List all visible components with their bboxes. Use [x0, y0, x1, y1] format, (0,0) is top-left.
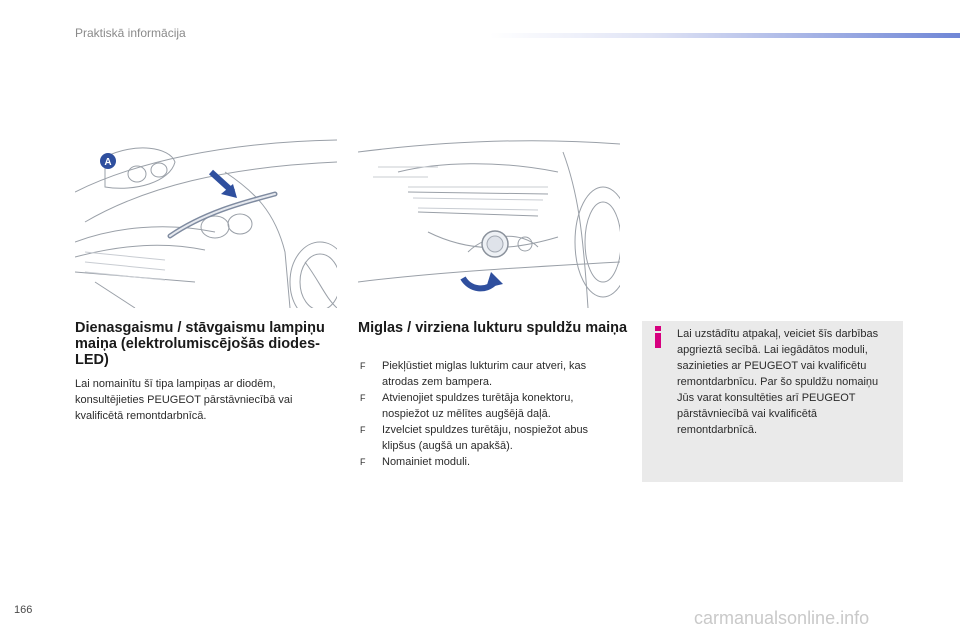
list-item [358, 390, 618, 422]
step-text: Atvienojiet spuldzes turētāja konektoru, nospiežot uz mēlītes augšējā daļā. [382, 392, 574, 420]
watermark: carmanualsonline.info [694, 608, 870, 628]
foglamp-steps-list [358, 358, 618, 470]
page-number: 166 [14, 604, 33, 616]
foglamp-heading: Miglas / virziena lukturu spuldžu maiņa [358, 320, 628, 336]
list-item [358, 358, 618, 390]
info-text: Lai uzstādītu atpakaļ, veiciet šīs darbības apgrieztā secībā. Lai iegādātos moduli, sazinieties ar PEUGEOT vai kvalificētu remontdarbnīcu. Par šo spuldžu nomaiņu Jūs varat konsultēties arī PEUGEOT pārstāvniecībā vai kvalificētā remontdarbnīcā. [677, 328, 879, 436]
step-text: Izvelciet spuldzes turētāju, nospiežot abus klipšus (augšā un apakšā). [382, 424, 589, 452]
bullet-icon: F [360, 361, 366, 371]
bullet-icon: F [360, 425, 366, 435]
header-gradient-bar [490, 33, 960, 38]
list-item [358, 422, 618, 454]
step-text: Piekļūstiet miglas lukturim caur atveri, kas atrodas zem bampera. [382, 360, 587, 388]
callout-a-label: A [104, 157, 112, 168]
daytime-led-heading: Dienasgaismu / stāvgaismu lampiņu maiņa (elektrolumiscējošās diodes-LED) [75, 320, 325, 368]
daytime-led-text: Lai nomainītu šī tipa lampiņas ar diodēm, konsultējieties PEUGEOT pārstāvniecībā vai kvalificētā remontdarbnīcā. [75, 378, 293, 422]
bullet-icon: F [360, 393, 366, 403]
section-title: Praktiskā informācija [75, 26, 186, 40]
illustration-fog-lamp [358, 132, 620, 308]
car-bumper-foglamp-drawing [358, 132, 620, 308]
step-text: Nomainiet moduli. [382, 456, 471, 468]
info-icon [650, 326, 666, 348]
illustration-daytime-led [75, 132, 337, 308]
list-item [358, 454, 618, 470]
car-front-headlamp-drawing [75, 132, 337, 308]
bullet-icon: F [360, 457, 366, 467]
